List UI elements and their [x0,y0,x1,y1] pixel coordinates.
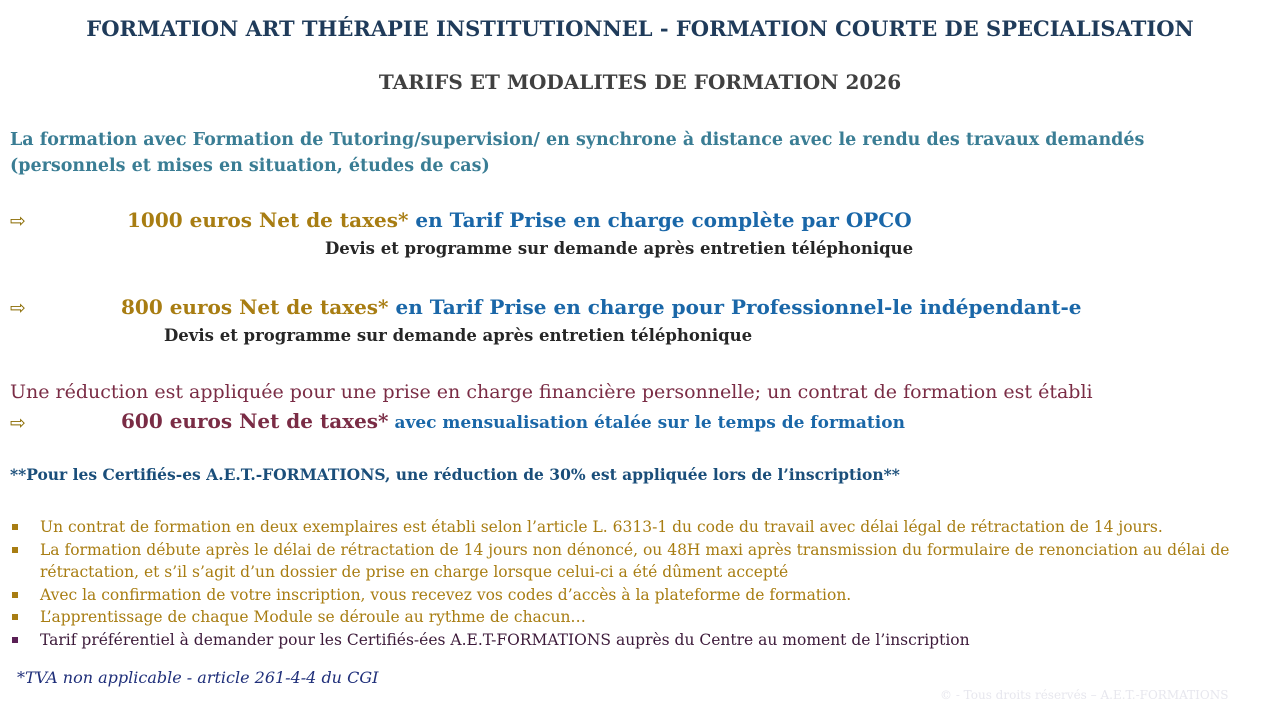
offer-opco-note: Devis et programme sur demande après entretien téléphonique [325,239,914,258]
square-bullet-icon [12,637,18,643]
square-bullet-icon [12,614,18,620]
page-subtitle: TARIFS ET MODALITES DE FORMATION 2026 [378,70,902,94]
tva-note: *TVA non applicable - article 261-4-4 du CGI [17,668,379,687]
intro-text: La formation avec Formation de Tutoring/supervision/ en synchrone à distance avec le rendu des travaux demandés (personnels et mises en situation, études de cas) [10,130,1145,176]
copyright-watermark: © - Tous droits réservés – A.E.T.-FORMATIONS [940,688,1229,702]
list-item: L’apprentissage de chaque Module se déroule au rythme de chacun… [10,606,1260,629]
offer-opco-desc: en Tarif Prise en charge complète par OPCO [408,208,912,232]
list-item: Avec la confirmation de votre inscription, vous recevez vos codes d’accès à la plateforme de formation. [10,584,1260,607]
offer-independant-note: Devis et programme sur demande après entretien téléphonique [164,326,753,345]
offer-independant [121,295,1082,319]
list-item: Tarif préférentiel à demander pour les Certifiés-ées A.E.T-FORMATIONS auprès du Centre au moment de l’inscription [10,629,1260,652]
arrow-right-icon: ⇨ [10,297,26,319]
offer-personal-price: 600 euros Net de taxes* [121,409,389,433]
offer-independant-price: 800 euros Net de taxes* [121,295,389,319]
list-item: La formation débute après le délai de rétractation de 14 jours non dénoncé, ou 48H maxi après transmission du formulaire de renonciation au délai de rétractation, et s’il s’agit d’un dossier de prise en charge lorsque celui-ci a été dûment accepté [10,539,1260,584]
offer-personal-desc: avec mensualisation étalée sur le temps de formation [388,413,905,433]
arrow-right-icon: ⇨ [10,210,26,232]
offer-opco-price: 1000 euros Net de taxes* [127,208,409,232]
page-title: FORMATION ART THÉRAPIE INSTITUTIONNEL - FORMATION COURTE DE SPECIALISATION [86,16,1194,41]
offer-personal [121,409,905,433]
square-bullet-icon [12,592,18,598]
offer-independant-desc: en Tarif Prise en charge pour Professionnel-le indépendant-e [388,295,1082,319]
square-bullet-icon [12,547,18,553]
offer-opco [127,208,912,232]
arrow-right-icon: ⇨ [10,412,26,434]
conditions-list [10,516,1260,651]
reduction-text: Une réduction est appliquée pour une prise en charge financière personnelle; un contrat de formation est établi [10,381,1093,403]
square-bullet-icon [12,524,18,530]
certified-discount-note: **Pour les Certifiés-es A.E.T.-FORMATIONS, une réduction de 30% est appliquée lors de l’inscription** [10,465,900,484]
list-item: Un contrat de formation en deux exemplaires est établi selon l’article L. 6313-1 du code du travail avec délai légal de rétractation de 14 jours. [10,516,1260,539]
